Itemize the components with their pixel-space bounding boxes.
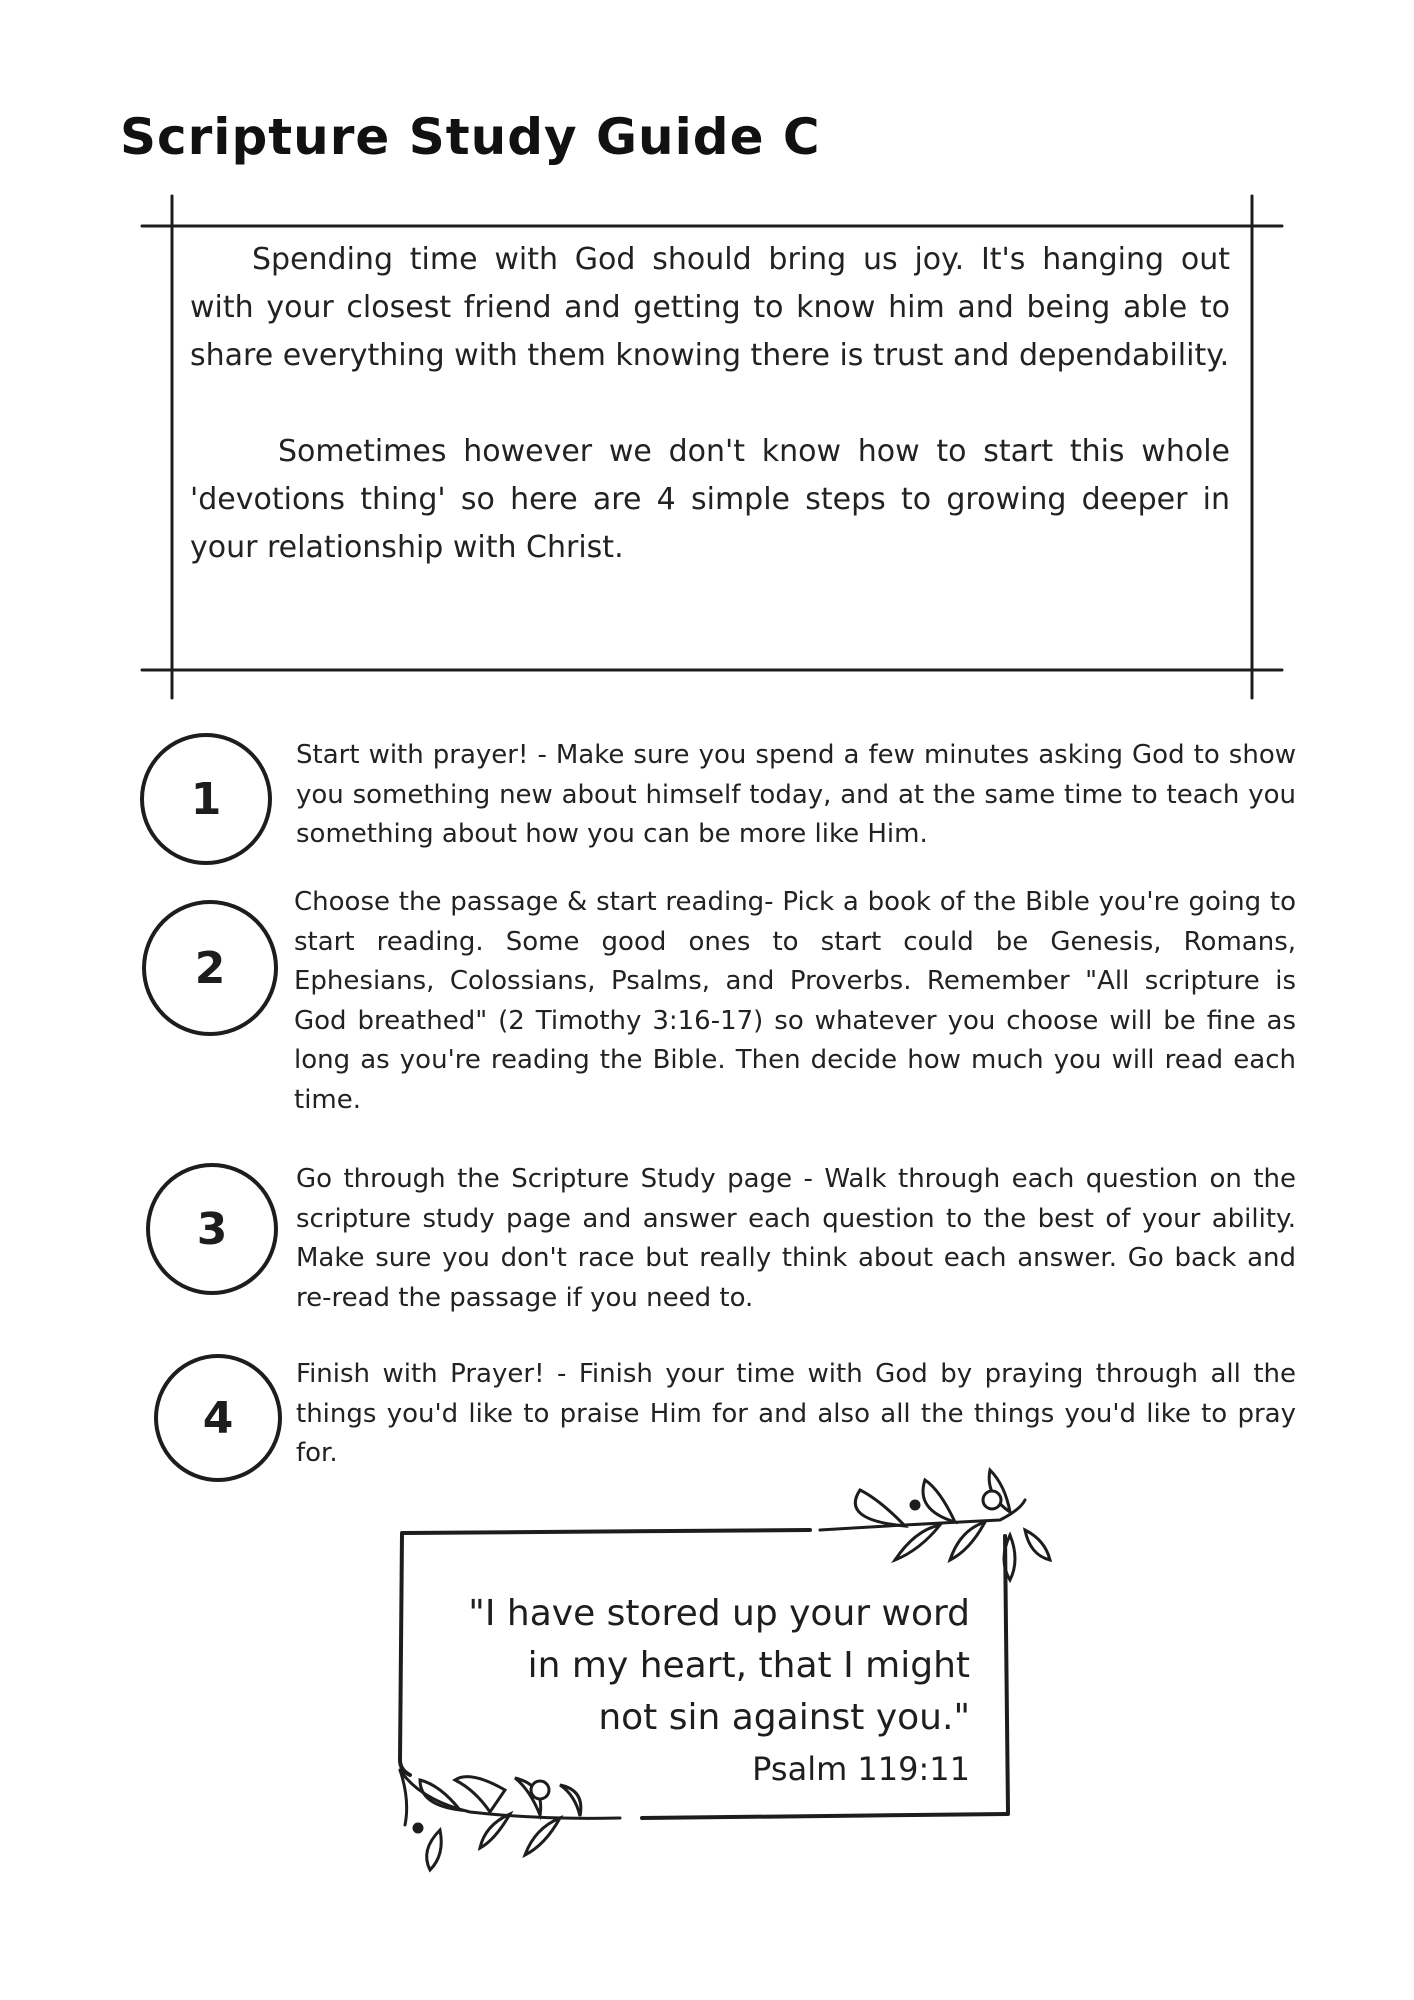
step-text: Go through the Scripture Study page - Walk through each question on the scripture study page and answer each question to the best of your ability. Make sure you don't race but really think about each answer. Go back and re-read the passage if you need to.: [296, 1164, 1296, 1313]
step-number-circle: 2: [142, 900, 278, 1036]
step-number-circle: 1: [140, 733, 272, 865]
page-title: Scripture Study Guide C: [120, 108, 821, 166]
step-text: Start with prayer! - Make sure you spend a few minutes asking God to show you something new about himself today, and at the same time to teach you something about how you can be more like Him.: [296, 740, 1296, 849]
step-text: Finish with Prayer! - Finish your time with God by praying through all the things you'd like to praise Him for and also all the things you'd like to pray for.: [296, 1359, 1296, 1468]
intro-paragraph: Spending time with God should bring us joy. It's hanging out with your closest friend and getting to know him and being able to share everything with them knowing there is trust and dependability.: [190, 242, 1230, 373]
step-text: Choose the passage & start reading- Pick a book of the Bible you're going to start reading. Some good ones to start could be Genesis, Romans, Ephesians, Colossians, Psalms, and Proverbs. Remember "All scripture is God breathed" (2 Timothy 3:16-17) so whatever you choose will be fine as long as you're reading the Bible. Then decide how much you will read each time.: [294, 887, 1296, 1115]
intro-paragraph: Sometimes however we don't know how to start this whole 'devotions thing' so here are 4 simple steps to growing deeper in your relationship with Christ.: [190, 434, 1230, 565]
step-number-circle: 3: [146, 1163, 278, 1295]
quote-reference: Psalm 119:11: [752, 1750, 970, 1788]
quote-line: "I have stored up your word: [468, 1593, 970, 1634]
quote-line: in my heart, that I might: [527, 1645, 970, 1686]
quote-line: not sin against you.": [598, 1697, 970, 1738]
step-number-circle: 4: [154, 1354, 282, 1482]
leaf-branch-icon: [820, 1470, 1050, 1580]
scripture-quote: [430, 1588, 970, 1794]
